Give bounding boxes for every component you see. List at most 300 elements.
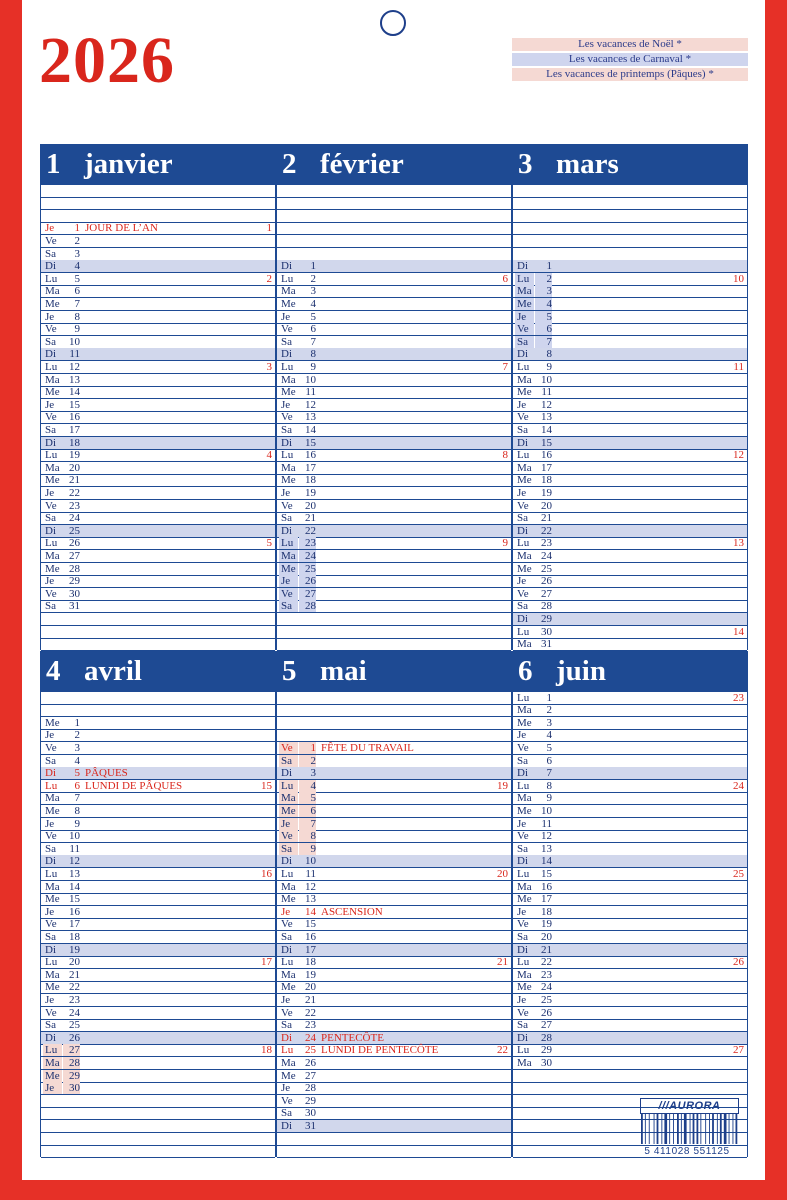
day-number: 23 <box>69 994 80 1006</box>
weekday-abbr: Sa <box>281 931 292 943</box>
day-row <box>513 855 747 867</box>
day-number: 18 <box>69 436 80 449</box>
day-number: 3 <box>74 742 80 754</box>
day-number: 25 <box>541 562 552 575</box>
day-row <box>513 411 747 423</box>
day-row <box>41 717 275 729</box>
day-number: 15 <box>305 918 316 931</box>
day-row <box>41 311 275 323</box>
weekday-abbr: Me <box>517 386 532 399</box>
weekday-abbr: Sa <box>45 754 56 767</box>
rule-line <box>41 638 275 639</box>
rule-line <box>41 184 275 185</box>
day-number: 19 <box>305 968 316 981</box>
weekday-abbr: Sa <box>45 424 56 436</box>
week-number: 4 <box>266 449 272 462</box>
rule-line <box>277 1157 511 1158</box>
weekday-abbr: Ma <box>517 968 532 981</box>
day-number: 12 <box>305 398 316 411</box>
day-row <box>513 550 747 562</box>
day-number: 26 <box>541 575 552 588</box>
day-row <box>41 512 275 524</box>
day-number: 27 <box>305 1069 316 1082</box>
week-number: 24 <box>733 779 744 792</box>
month-body <box>512 184 748 650</box>
weekday-abbr: Ve <box>279 742 298 754</box>
weekday-abbr: Di <box>45 436 56 449</box>
day-number: 27 <box>69 550 80 562</box>
weekday-abbr: Lu <box>517 1044 530 1057</box>
month-mars <box>512 144 748 650</box>
week-number: 23 <box>733 691 744 704</box>
day-row <box>277 311 511 323</box>
holiday-label: ASCENSION <box>321 905 383 918</box>
rule-line <box>277 729 511 730</box>
weekday-abbr: Ma <box>281 1057 296 1069</box>
weekday-abbr: Je <box>43 1082 62 1094</box>
day-number: 16 <box>305 931 316 943</box>
day-number: 27 <box>299 588 316 600</box>
rule-line <box>41 1094 275 1095</box>
day-row <box>41 222 275 234</box>
weekday-abbr: Sa <box>281 1107 292 1120</box>
day-row <box>41 537 275 549</box>
day-row <box>277 273 511 285</box>
weekday-abbr: Ve <box>281 323 293 336</box>
day-number: 14 <box>305 905 316 918</box>
day-row <box>41 818 275 830</box>
day-number: 27 <box>541 1019 552 1032</box>
day-row <box>41 323 275 335</box>
day-row <box>41 855 275 867</box>
day-number: 14 <box>541 424 552 436</box>
day-row <box>41 588 275 600</box>
month-name: avril <box>84 655 142 687</box>
day-row <box>277 843 511 855</box>
day-row <box>513 692 747 704</box>
day-row <box>277 969 511 981</box>
barcode-bar <box>681 1114 682 1144</box>
weekday-abbr: Je <box>281 487 291 499</box>
day-number: 30 <box>541 1057 552 1069</box>
day-row <box>277 893 511 905</box>
day-number: 13 <box>69 373 80 386</box>
weekday-abbr: Lu <box>281 449 294 462</box>
weekday-abbr: Lu <box>45 449 58 462</box>
weekday-abbr: Sa <box>45 335 56 348</box>
weekday-abbr: Me <box>43 1070 62 1082</box>
day-number: 11 <box>69 842 80 855</box>
month-header <box>512 144 748 184</box>
day-number: 9 <box>299 843 316 855</box>
weekday-abbr: Di <box>45 943 56 956</box>
barcode-bar <box>693 1114 695 1144</box>
day-row <box>513 613 747 625</box>
day-number: 29 <box>63 1070 80 1082</box>
day-row <box>277 956 511 968</box>
weekday-abbr: Ve <box>517 742 529 754</box>
rule-line <box>41 1157 275 1158</box>
week-number: 14 <box>733 625 744 638</box>
day-row <box>277 588 511 600</box>
day-row <box>41 893 275 905</box>
day-number: 25 <box>299 563 316 575</box>
day-row <box>513 742 747 754</box>
day-number: 11 <box>305 386 316 399</box>
day-row <box>513 399 747 411</box>
day-row <box>41 336 275 348</box>
day-row <box>277 755 511 767</box>
day-row <box>513 881 747 893</box>
month-body <box>276 691 512 1157</box>
day-row <box>41 868 275 880</box>
day-number: 20 <box>305 499 316 512</box>
day-number: 23 <box>299 537 316 549</box>
weekday-abbr: Ve <box>517 918 529 931</box>
weekday-abbr: Me <box>281 298 296 310</box>
day-row <box>41 424 275 436</box>
day-row <box>41 1019 275 1031</box>
weekday-abbr: Lu <box>45 868 58 880</box>
day-number: 6 <box>74 285 80 298</box>
weekday-abbr: Je <box>45 905 55 918</box>
week-number: 20 <box>497 868 508 880</box>
day-number: 21 <box>69 474 80 487</box>
day-row <box>41 474 275 486</box>
weekday-abbr: Di <box>517 260 528 273</box>
month-number: 1 <box>46 148 61 180</box>
weekday-abbr: Sa <box>45 512 56 525</box>
month-body <box>276 184 512 650</box>
weekday-abbr: Ve <box>45 235 57 247</box>
day-number: 9 <box>546 792 552 805</box>
day-row <box>277 881 511 893</box>
day-number: 6 <box>310 323 316 336</box>
day-row <box>277 1044 511 1056</box>
day-number: 24 <box>299 550 316 562</box>
day-number: 19 <box>69 943 80 956</box>
day-number: 1 <box>299 742 316 754</box>
day-row <box>513 767 747 779</box>
day-number: 24 <box>69 1006 80 1019</box>
month-janvier <box>40 144 276 650</box>
day-row <box>41 830 275 842</box>
day-row <box>277 855 511 867</box>
rule-line <box>277 612 511 613</box>
weekday-abbr: Ve <box>45 323 57 336</box>
rule-line <box>41 704 275 705</box>
barcode-bar <box>700 1114 701 1144</box>
holiday-label: JOUR DE L’AN <box>85 222 158 235</box>
day-number: 8 <box>74 805 80 817</box>
day-row <box>277 348 511 360</box>
day-row <box>277 500 511 512</box>
day-row <box>277 1095 511 1107</box>
day-row <box>513 704 747 716</box>
month-juin <box>512 651 748 1157</box>
weekday-abbr: Ma <box>43 1057 62 1069</box>
month-number: 5 <box>282 655 297 687</box>
rule-line <box>277 184 511 185</box>
day-number: 29 <box>305 1094 316 1107</box>
weekday-abbr: Ma <box>281 373 296 386</box>
weekday-abbr: Lu <box>515 273 534 285</box>
week-number: 7 <box>502 361 508 373</box>
day-row <box>41 374 275 386</box>
weekday-abbr: Di <box>281 943 292 956</box>
month-body <box>40 184 276 650</box>
weekday-abbr: Me <box>281 1069 296 1082</box>
day-row <box>41 969 275 981</box>
day-row <box>41 729 275 741</box>
barcode-number: 5 411028 551125 <box>644 1146 730 1157</box>
day-number: 8 <box>299 830 316 842</box>
day-row <box>41 563 275 575</box>
day-number: 16 <box>69 411 80 424</box>
weekday-abbr: Me <box>45 981 60 994</box>
weekday-abbr: Me <box>279 563 298 575</box>
day-row <box>513 588 747 600</box>
holiday-label: PENTECÔTE <box>321 1031 384 1044</box>
day-row <box>41 500 275 512</box>
weekday-abbr: Di <box>281 855 292 868</box>
day-number: 30 <box>69 587 80 600</box>
day-row <box>41 525 275 537</box>
day-number: 1 <box>546 260 552 273</box>
weekday-abbr: Ve <box>517 587 529 600</box>
day-row <box>277 1007 511 1019</box>
rule-line <box>277 638 511 639</box>
day-row <box>513 944 747 956</box>
day-row <box>513 994 747 1006</box>
day-row <box>513 805 747 817</box>
weekday-abbr: Sa <box>279 843 298 855</box>
day-row <box>513 638 747 650</box>
week-number: 21 <box>497 956 508 969</box>
day-number: 3 <box>74 247 80 260</box>
day-row <box>513 780 747 792</box>
month-name: mars <box>556 148 619 180</box>
rule-line <box>277 1145 511 1146</box>
day-number: 22 <box>541 524 552 537</box>
barcode-bar <box>736 1114 738 1144</box>
day-number: 21 <box>69 968 80 981</box>
month-name: janvier <box>84 148 173 180</box>
rule-line <box>277 704 511 705</box>
day-number: 5 <box>74 767 80 780</box>
weekday-abbr: Je <box>517 575 527 588</box>
day-number: 24 <box>69 512 80 525</box>
day-row <box>277 931 511 943</box>
day-number: 2 <box>74 729 80 742</box>
weekday-abbr: Me <box>281 474 296 487</box>
day-row <box>41 235 275 247</box>
day-row <box>277 918 511 930</box>
day-row <box>513 818 747 830</box>
day-number: 27 <box>63 1044 80 1056</box>
day-number: 10 <box>69 830 80 843</box>
day-row <box>41 411 275 423</box>
day-number: 4 <box>310 298 316 310</box>
day-number: 21 <box>541 943 552 956</box>
weekday-abbr: Je <box>281 310 291 323</box>
day-row <box>277 298 511 310</box>
weekday-abbr: Sa <box>279 755 298 767</box>
day-row <box>277 386 511 398</box>
day-row <box>277 563 511 575</box>
day-number: 3 <box>535 285 552 297</box>
weekday-abbr: Ve <box>281 918 293 931</box>
day-row <box>41 575 275 587</box>
month-header <box>276 651 512 691</box>
day-number: 17 <box>305 943 316 956</box>
rule-line <box>41 1119 275 1120</box>
day-number: 13 <box>69 868 80 880</box>
weekday-abbr: Lu <box>517 691 530 704</box>
barcode-bar <box>697 1114 699 1144</box>
day-number: 23 <box>541 537 552 550</box>
rule-line <box>513 247 747 248</box>
weekday-abbr: Sa <box>517 842 528 855</box>
rule-line <box>277 716 511 717</box>
day-row <box>513 386 747 398</box>
day-row <box>513 298 747 310</box>
day-row <box>277 449 511 461</box>
day-number: 24 <box>541 981 552 994</box>
weekday-abbr: Je <box>281 994 291 1006</box>
month-avril <box>40 651 276 1157</box>
day-number: 15 <box>541 868 552 880</box>
day-row <box>277 1032 511 1044</box>
weekday-abbr: Sa <box>515 336 534 348</box>
day-number: 30 <box>63 1082 80 1094</box>
weekday-abbr: Di <box>517 348 528 361</box>
weekday-abbr: Me <box>517 562 532 575</box>
day-row <box>513 285 747 297</box>
day-row <box>41 361 275 373</box>
day-number: 22 <box>541 956 552 969</box>
weekday-abbr: Me <box>281 386 296 399</box>
weekday-abbr: Ve <box>281 1094 293 1107</box>
day-number: 16 <box>305 449 316 462</box>
day-row <box>513 717 747 729</box>
day-number: 6 <box>546 754 552 767</box>
day-number: 8 <box>546 348 552 361</box>
weekday-abbr: Sa <box>45 1019 56 1032</box>
rule-line <box>513 197 747 198</box>
day-row <box>513 626 747 638</box>
weekday-abbr: Lu <box>45 361 58 373</box>
day-number: 31 <box>69 600 80 613</box>
day-number: 13 <box>541 842 552 855</box>
day-row <box>513 437 747 449</box>
day-number: 30 <box>305 1107 316 1120</box>
weekday-abbr: Ma <box>45 792 60 805</box>
weekday-abbr: Di <box>517 855 528 868</box>
weekday-abbr: Je <box>517 398 527 411</box>
weekday-abbr: Di <box>45 524 56 537</box>
day-row <box>277 462 511 474</box>
weekday-abbr: Ma <box>279 792 298 804</box>
weekday-abbr: Ve <box>281 499 293 512</box>
weekday-abbr: Me <box>45 386 60 399</box>
weekday-abbr: Ma <box>281 285 296 298</box>
day-row <box>513 525 747 537</box>
day-row <box>41 1007 275 1019</box>
day-row <box>513 512 747 524</box>
day-row <box>513 449 747 461</box>
day-number: 7 <box>74 298 80 310</box>
weekday-abbr: Je <box>45 310 55 323</box>
day-number: 7 <box>74 792 80 805</box>
day-row <box>277 1057 511 1069</box>
day-row <box>41 462 275 474</box>
weekday-abbr: Ma <box>517 638 532 651</box>
day-number: 22 <box>69 487 80 499</box>
weekday-abbr: Di <box>45 348 56 361</box>
weekday-abbr: Je <box>517 905 527 918</box>
day-row <box>41 981 275 993</box>
day-number: 15 <box>69 398 80 411</box>
month-body <box>40 691 276 1157</box>
weekday-abbr: Ve <box>281 411 293 424</box>
weekday-abbr: Ma <box>281 461 296 474</box>
week-number: 18 <box>261 1044 272 1057</box>
day-number: 29 <box>541 613 552 625</box>
day-number: 26 <box>541 1006 552 1019</box>
day-row <box>41 1057 275 1069</box>
day-row <box>277 868 511 880</box>
weekday-abbr: Di <box>281 1031 292 1044</box>
day-row <box>41 399 275 411</box>
day-row <box>41 792 275 804</box>
day-row <box>41 881 275 893</box>
week-number: 1 <box>266 222 272 235</box>
weekday-abbr: Je <box>517 994 527 1006</box>
day-number: 10 <box>69 335 80 348</box>
weekday-abbr: Sa <box>281 512 292 525</box>
day-number: 14 <box>69 386 80 399</box>
day-row <box>277 361 511 373</box>
day-row <box>41 285 275 297</box>
day-number: 15 <box>69 893 80 906</box>
rule-line <box>277 222 511 223</box>
weekday-abbr: Di <box>517 436 528 449</box>
rule-line <box>277 625 511 626</box>
weekday-abbr: Lu <box>517 956 530 969</box>
day-number: 16 <box>69 905 80 918</box>
day-number: 6 <box>74 779 80 792</box>
day-row <box>41 956 275 968</box>
day-row <box>513 792 747 804</box>
weekday-abbr: Me <box>517 474 532 487</box>
weekday-abbr: Di <box>281 436 292 449</box>
weekday-abbr: Sa <box>45 247 56 260</box>
day-number: 31 <box>305 1120 316 1132</box>
day-number: 2 <box>546 704 552 717</box>
day-row <box>513 348 747 360</box>
day-row <box>513 462 747 474</box>
day-number: 7 <box>299 818 316 830</box>
weekday-abbr: Di <box>281 767 292 780</box>
weekday-abbr: Sa <box>45 842 56 855</box>
day-number: 9 <box>74 817 80 830</box>
day-row <box>41 1070 275 1082</box>
day-row <box>277 780 511 792</box>
weekday-abbr: Lu <box>45 272 58 285</box>
day-number: 23 <box>541 968 552 981</box>
day-number: 13 <box>305 411 316 424</box>
